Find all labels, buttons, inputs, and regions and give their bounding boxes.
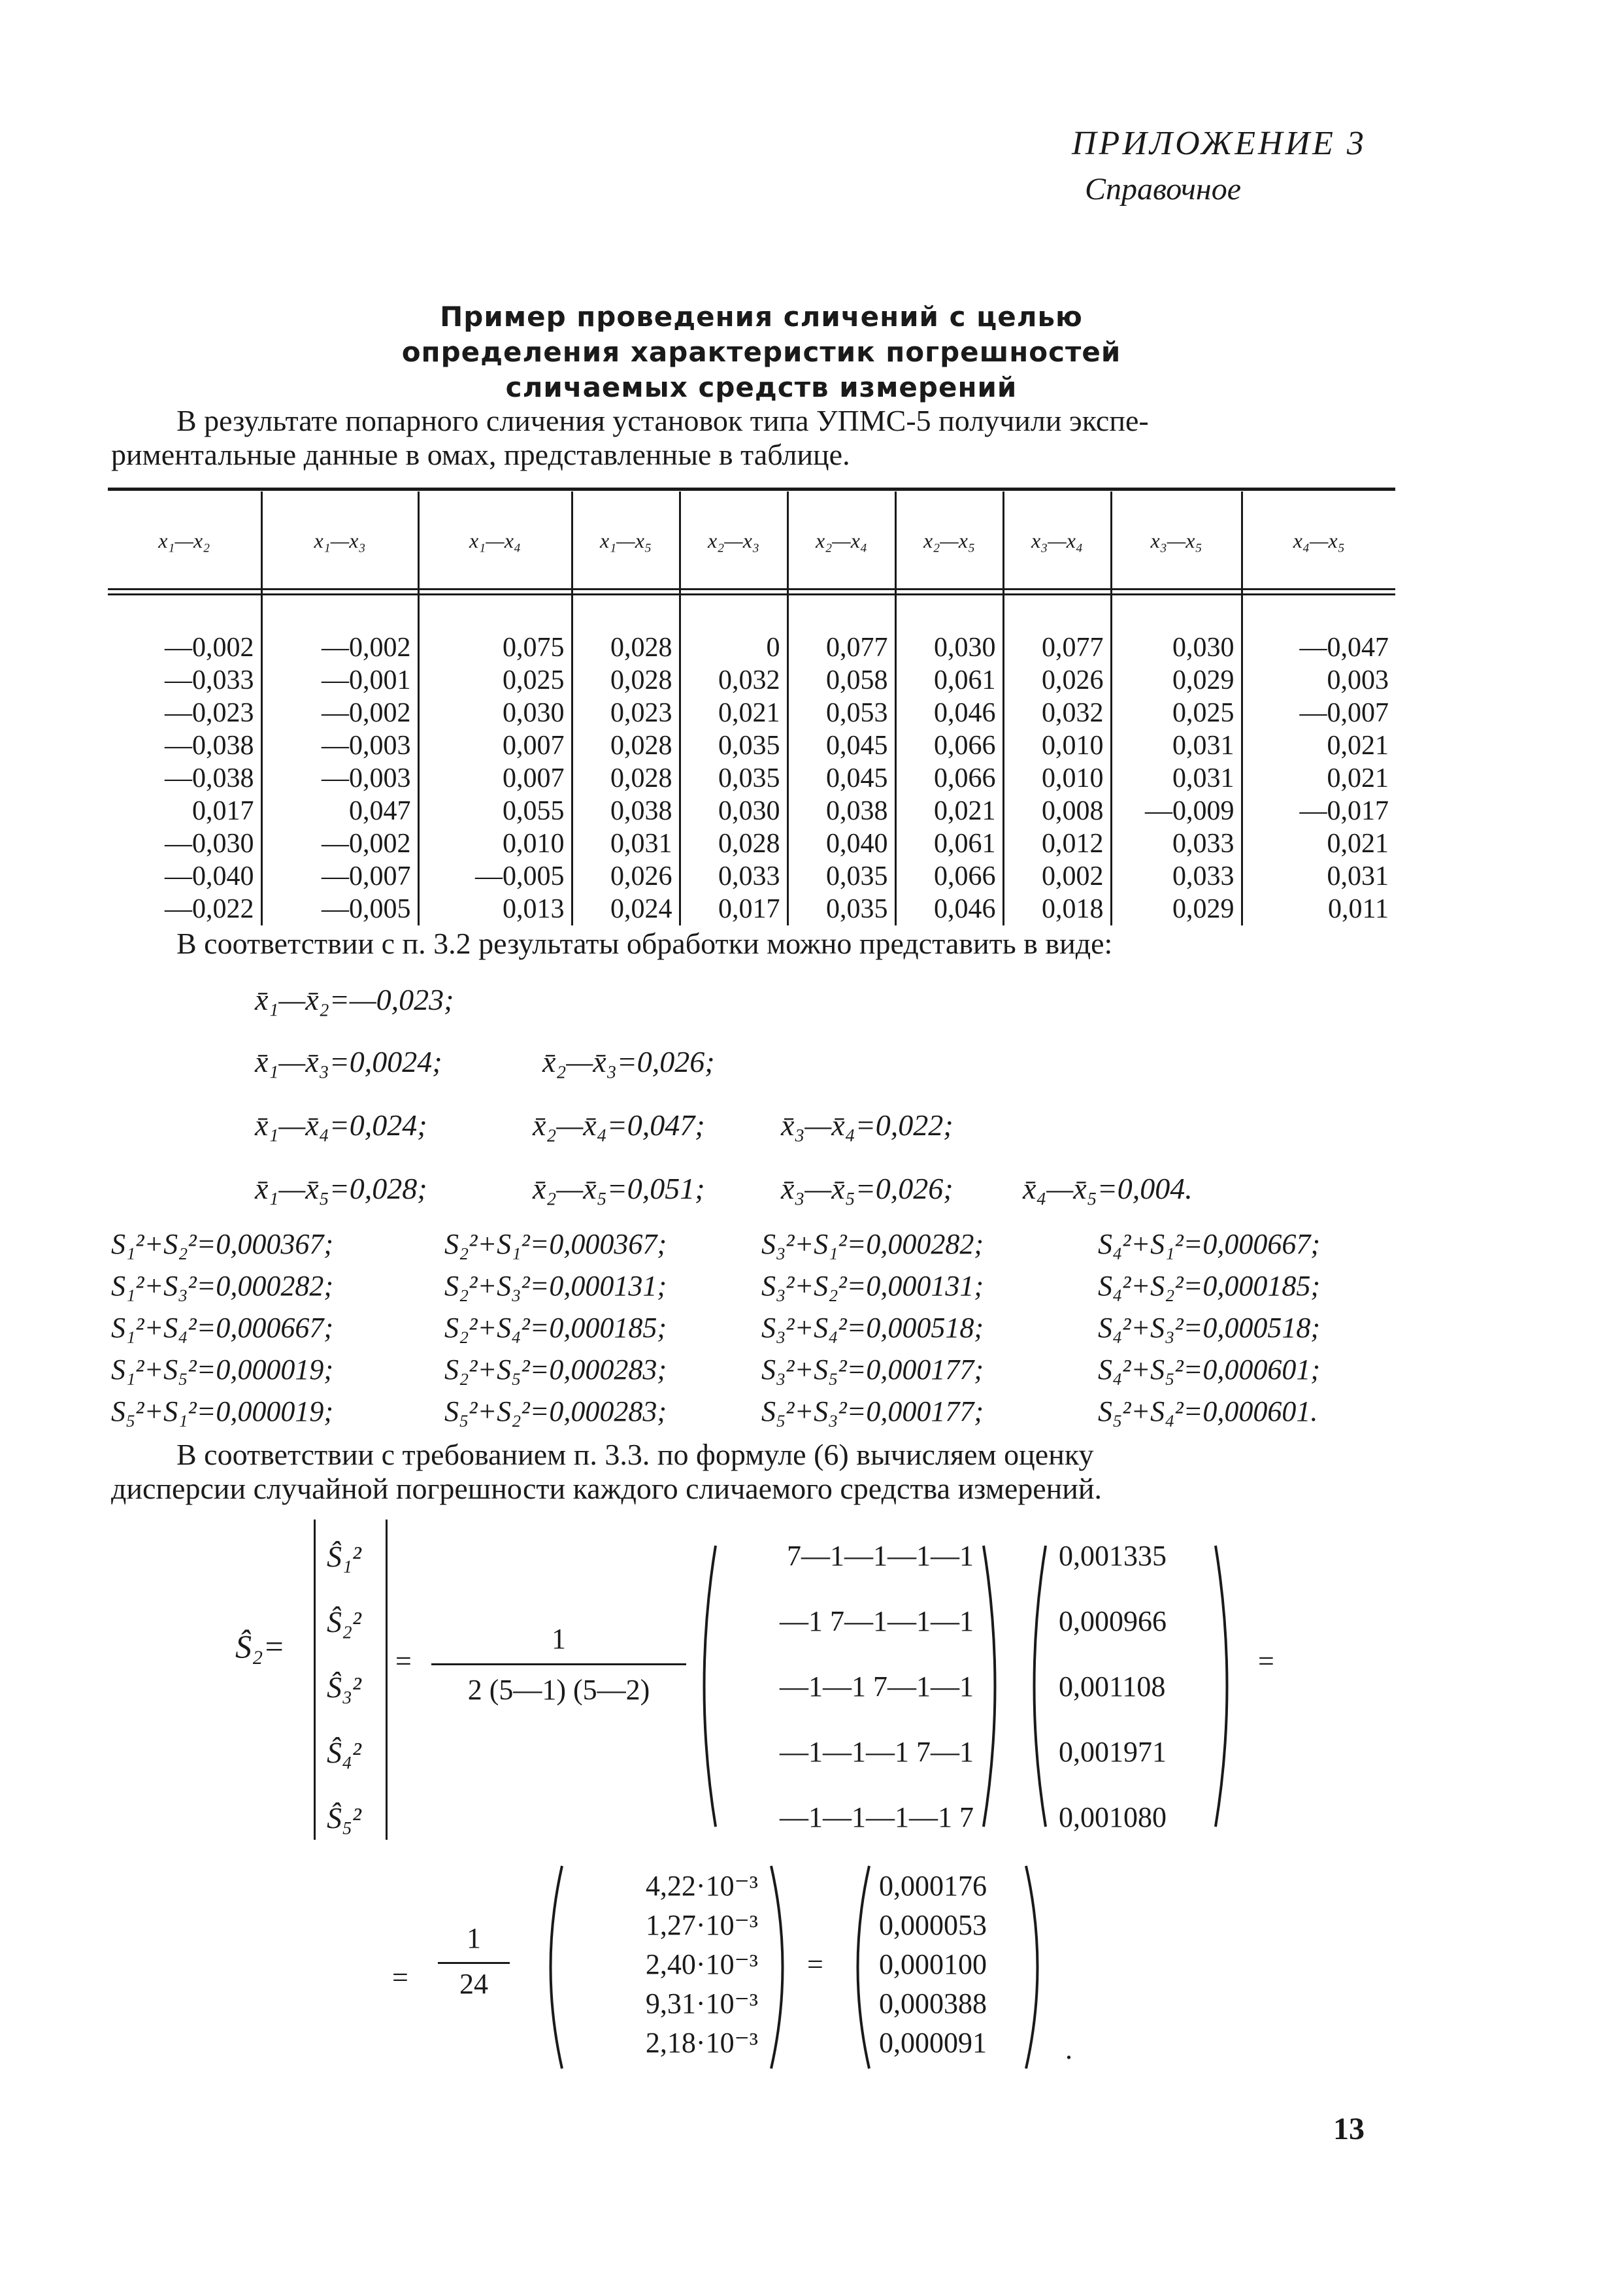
- matrix-row: 7—1—1—1—1: [787, 1540, 974, 1572]
- column-header: x₄—x₅: [1242, 491, 1395, 590]
- variance-sum: S₂²+S₃²=0,000131;: [444, 1270, 667, 1302]
- variance-sum: S₄²+S₂²=0,000185;: [1098, 1270, 1321, 1302]
- table-cell: 0,066: [895, 729, 1003, 762]
- variance-sum: S₂²+S₁²=0,000367;: [444, 1228, 667, 1260]
- table-cell: 0,021: [1242, 729, 1395, 762]
- variance-sum: S₁²+S₅²=0,000019;: [111, 1354, 334, 1386]
- table-header-row: [108, 491, 1395, 590]
- table-cell: —0,001: [261, 664, 418, 697]
- value-entry: 0,001335: [1059, 1540, 1167, 1572]
- table-cell: 0,035: [787, 860, 895, 893]
- fraction-denominator: 2 (5—1) (5—2): [467, 1674, 650, 1706]
- fraction-line: [431, 1663, 686, 1665]
- table-cell: 0,025: [1111, 697, 1242, 729]
- variance-sum: S₂²+S₅²=0,000283;: [444, 1354, 667, 1386]
- column-header: x₂—x₄: [787, 491, 895, 590]
- intro-line-2: риментальные данные в омах, представленные в таблице.: [111, 438, 850, 471]
- result-entry: 0,000388: [879, 1987, 987, 2020]
- table-cell: 0,045: [787, 762, 895, 795]
- variance-sum: S₃²+S₄²=0,000518;: [761, 1312, 984, 1344]
- table-top-rule: [108, 488, 1395, 491]
- table-cell: 0,028: [572, 664, 680, 697]
- value-entry: 0,001971: [1059, 1736, 1167, 1768]
- mean-difference: x̄₁—x̄₅=0,028;: [255, 1172, 427, 1205]
- table-cell: 0,077: [787, 631, 895, 664]
- table-cell: 0,023: [572, 697, 680, 729]
- value-entry: 0,000966: [1059, 1605, 1167, 1637]
- table-cell: 0,030: [1111, 631, 1242, 664]
- table-cell: —0,005: [261, 893, 418, 925]
- product-entry: 2,40·10⁻³: [645, 1948, 758, 1980]
- mean-difference: x̄₁—x̄₃=0,0024;: [255, 1045, 442, 1078]
- table-row: [108, 631, 1395, 664]
- product-entry: 4,22·10⁻³: [645, 1870, 758, 1902]
- column-header: x₁—x₅: [572, 491, 680, 590]
- table-cell: —0,033: [165, 665, 254, 695]
- equals-sign: =: [807, 1948, 823, 1980]
- product-entry: 1,27·10⁻³: [645, 1909, 758, 1941]
- table-row: [108, 795, 1395, 827]
- table-cell: —0,040: [165, 861, 254, 891]
- table-cell: 0,035: [680, 729, 787, 762]
- table-cell: —0,009: [1111, 795, 1242, 827]
- variance-sum: S₁²+S₃²=0,000282;: [111, 1270, 334, 1302]
- table-cell: 0,012: [1003, 827, 1111, 860]
- table-cell: —0,003: [261, 762, 418, 795]
- table-cell: 0,066: [895, 860, 1003, 893]
- mean-difference: x̄₁—x̄₂=—0,023;: [255, 983, 454, 1016]
- page-number: 13: [1333, 2112, 1365, 2146]
- table-cell: 0,010: [1003, 762, 1111, 795]
- table-cell: 0,033: [1111, 827, 1242, 860]
- table-cell: 0,007: [418, 729, 572, 762]
- table-cell: 0,024: [572, 893, 680, 925]
- table-cell: —0,002: [261, 827, 418, 860]
- table-cell: 0,053: [787, 697, 895, 729]
- table-cell: 0,007: [418, 762, 572, 795]
- table-cell: 0,018: [1003, 893, 1111, 925]
- table-cell: 0,028: [680, 827, 787, 860]
- table-cell: 0,038: [787, 795, 895, 827]
- results-intro-text: В соответствии с п. 3.2 результаты обработки можно представить в виде:: [176, 927, 1113, 960]
- table-cell: 0,045: [787, 729, 895, 762]
- appendix-subtitle: Справочное: [1085, 172, 1241, 207]
- fraction-numerator: 1: [552, 1623, 566, 1655]
- table-cell: —0,002: [261, 631, 418, 664]
- table-cell: 0,032: [1003, 697, 1111, 729]
- fraction-numerator: 1: [467, 1922, 481, 1954]
- equals-sign: =: [392, 1961, 408, 1993]
- equals-sign: =: [395, 1645, 412, 1677]
- table-cell: 0,026: [1003, 664, 1111, 697]
- products-right-paren: [765, 1863, 797, 2072]
- table-cell: 0,046: [895, 893, 1003, 925]
- table-cell: 0,038: [572, 795, 680, 827]
- column-header: x₁—x₃: [261, 491, 418, 590]
- table-row: [108, 860, 1395, 893]
- table-cell: 0,035: [680, 762, 787, 795]
- table-cell: 0,047: [261, 795, 418, 827]
- column-header: x₃—x₄: [1003, 491, 1111, 590]
- product-entry: 9,31·10⁻³: [645, 1987, 758, 2020]
- variance-sum: S₅²+S₂²=0,000283;: [444, 1395, 667, 1427]
- table-cell: 0,055: [418, 795, 572, 827]
- table-cell: 0,025: [418, 664, 572, 697]
- table-cell: 0,011: [1242, 893, 1395, 925]
- table-cell: 0,029: [1111, 664, 1242, 697]
- variance-sum: S₄²+S₅²=0,000601;: [1098, 1354, 1321, 1386]
- table-cell: 0,077: [1003, 631, 1111, 664]
- table-cell: 0,013: [418, 893, 572, 925]
- table-cell: 0: [680, 631, 787, 664]
- vector-left-bar: [314, 1520, 320, 1840]
- table-cell: —0,002: [165, 633, 254, 663]
- column-header: x₁—x₄: [418, 491, 572, 590]
- table-cell: 0,028: [572, 631, 680, 664]
- results-right-paren: [1019, 1863, 1052, 2072]
- table-cell: 0,017: [192, 796, 254, 826]
- table-cell: 0,030: [895, 631, 1003, 664]
- value-entry: 0,001080: [1059, 1801, 1167, 1833]
- variance-sum: S₅²+S₃²=0,000177;: [761, 1395, 984, 1427]
- table-row: [108, 729, 1395, 762]
- table-cell: 0,021: [895, 795, 1003, 827]
- section-heading-line-3: сличаемых средств измерений: [505, 371, 1018, 403]
- result-entry: 0,000100: [879, 1948, 987, 1980]
- table-cell: —0,023: [165, 698, 254, 728]
- variance-sum: S₅²+S₄²=0,000601.: [1098, 1395, 1318, 1427]
- table-cell: 0,026: [572, 860, 680, 893]
- fraction-line: [438, 1962, 510, 1964]
- intro-line-1: В результате попарного сличения установок типа УПМС-5 получили экспе-: [176, 404, 1149, 437]
- variance-sum: S₃²+S₁²=0,000282;: [761, 1228, 984, 1260]
- dispersion-text-line-1: В соответствии с требованием п. 3.3. по формуле (6) вычисляем оценку: [176, 1438, 1094, 1471]
- measurement-table: [108, 491, 1395, 925]
- column-header: x₂—x₅: [895, 491, 1003, 590]
- table-cell: 0,031: [1111, 729, 1242, 762]
- values-left-paren: [1019, 1542, 1052, 1830]
- table-cell: 0,003: [1242, 664, 1395, 697]
- table-cell: 0,033: [1111, 860, 1242, 893]
- column-header: x₃—x₅: [1111, 491, 1242, 590]
- table-cell: —0,047: [1242, 631, 1395, 664]
- table-cell: 0,008: [1003, 795, 1111, 827]
- table-cell: —0,030: [165, 829, 254, 859]
- results-left-paren: [843, 1863, 876, 2072]
- matrix-row: —1—1—1 7—1: [780, 1736, 974, 1768]
- variance-sum: S₄²+S₁²=0,000667;: [1098, 1228, 1321, 1260]
- table-cell: 0,021: [1242, 827, 1395, 860]
- mean-difference: x̄₃—x̄₄=0,022;: [781, 1108, 953, 1142]
- matrix-right-paren: [977, 1542, 1010, 1830]
- table-cell: 0,040: [787, 827, 895, 860]
- section-heading-line-1: Пример проведения сличений с целью: [440, 301, 1083, 333]
- products-left-paren: [536, 1863, 569, 2072]
- table-row-spacer: [108, 590, 1395, 631]
- table-cell: —0,007: [261, 860, 418, 893]
- variance-sum: S₂²+S₄²=0,000185;: [444, 1312, 667, 1344]
- table-cell: 0,010: [418, 827, 572, 860]
- table-cell: 0,033: [680, 860, 787, 893]
- mean-difference: x̄₁—x̄₄=0,024;: [255, 1108, 427, 1142]
- table-cell: 0,010: [1003, 729, 1111, 762]
- table-cell: 0,017: [680, 893, 787, 925]
- variance-estimate: Ŝ₅²: [327, 1801, 361, 1835]
- variance-sum: S₃²+S₂²=0,000131;: [761, 1270, 984, 1302]
- dispersion-text-line-2: дисперсии случайной погрешности каждого сличаемого средства измерений.: [111, 1472, 1102, 1505]
- table-cell: 0,061: [895, 827, 1003, 860]
- table-cell: —0,005: [418, 860, 572, 893]
- equals-sign: =: [1258, 1645, 1274, 1677]
- table-cell: 0,028: [572, 729, 680, 762]
- mean-difference: x̄₄—x̄₅=0,004.: [1023, 1172, 1193, 1205]
- table-cell: —0,022: [165, 894, 254, 924]
- variance-estimate: Ŝ₃²: [327, 1671, 361, 1704]
- table-row: [108, 827, 1395, 860]
- column-header: x₂—x₃: [680, 491, 787, 590]
- variance-estimate: Ŝ₂²: [327, 1605, 361, 1638]
- table-row: [108, 762, 1395, 795]
- matrix-row: —1—1—1—1 7: [780, 1801, 974, 1833]
- table-cell: 0,061: [895, 664, 1003, 697]
- mean-difference: x̄₃—x̄₅=0,026;: [781, 1172, 953, 1205]
- table-row: [108, 697, 1395, 729]
- mean-difference: x̄₂—x̄₃=0,026;: [542, 1045, 715, 1078]
- table-cell: —0,007: [1242, 697, 1395, 729]
- vector-right-bar: [386, 1520, 391, 1840]
- appendix-title: ПРИЛОЖЕНИЕ 3: [1072, 125, 1367, 162]
- table-cell: —0,003: [261, 729, 418, 762]
- fraction-denominator: 24: [459, 1968, 488, 2000]
- formula-end-dot: .: [1065, 2033, 1072, 2065]
- variance-sum: S₁²+S₄²=0,000667;: [111, 1312, 334, 1344]
- variance-sum: S₄²+S₃²=0,000518;: [1098, 1312, 1321, 1344]
- table-cell: 0,029: [1111, 893, 1242, 925]
- result-entry: 0,000053: [879, 1909, 987, 1941]
- result-entry: 0,000176: [879, 1870, 987, 1902]
- values-right-paren: [1209, 1542, 1242, 1830]
- variance-sum: S₅²+S₁²=0,000019;: [111, 1395, 334, 1427]
- table-row: [108, 893, 1395, 925]
- table-cell: —0,038: [165, 731, 254, 761]
- table-cell: —0,038: [165, 763, 254, 793]
- product-entry: 2,18·10⁻³: [645, 2027, 758, 2059]
- table-cell: 0,046: [895, 697, 1003, 729]
- formula-lhs: Ŝ₂=: [235, 1628, 286, 1665]
- table-cell: 0,021: [1242, 762, 1395, 795]
- table-cell: 0,075: [418, 631, 572, 664]
- table-cell: 0,031: [1242, 860, 1395, 893]
- table-cell: 0,031: [1111, 762, 1242, 795]
- section-heading-line-2: определения характеристик погрешностей: [401, 336, 1121, 368]
- table-cell: —0,017: [1242, 795, 1395, 827]
- table-cell: 0,031: [572, 827, 680, 860]
- table-cell: 0,030: [680, 795, 787, 827]
- table-cell: 0,066: [895, 762, 1003, 795]
- variance-estimate: Ŝ₁²: [327, 1540, 361, 1573]
- mean-difference: x̄₂—x̄₄=0,047;: [533, 1108, 705, 1142]
- table-cell: 0,032: [680, 664, 787, 697]
- matrix-row: —1 7—1—1—1: [780, 1605, 974, 1637]
- table-cell: 0,030: [418, 697, 572, 729]
- column-header: x₁—x₂: [158, 528, 210, 552]
- value-entry: 0,001108: [1059, 1671, 1166, 1703]
- table-cell: 0,035: [787, 893, 895, 925]
- table-row: [108, 664, 1395, 697]
- table-cell: —0,002: [261, 697, 418, 729]
- mean-difference: x̄₂—x̄₅=0,051;: [533, 1172, 705, 1205]
- variance-estimate: Ŝ₄²: [327, 1736, 361, 1769]
- table-cell: 0,028: [572, 762, 680, 795]
- variance-sum: S₁²+S₂²=0,000367;: [111, 1228, 334, 1260]
- matrix-row: —1—1 7—1—1: [780, 1671, 974, 1703]
- result-entry: 0,000091: [879, 2027, 987, 2059]
- variance-sum: S₃²+S₅²=0,000177;: [761, 1354, 984, 1386]
- table-cell: 0,021: [680, 697, 787, 729]
- table-cell: 0,058: [787, 664, 895, 697]
- table-cell: 0,002: [1003, 860, 1111, 893]
